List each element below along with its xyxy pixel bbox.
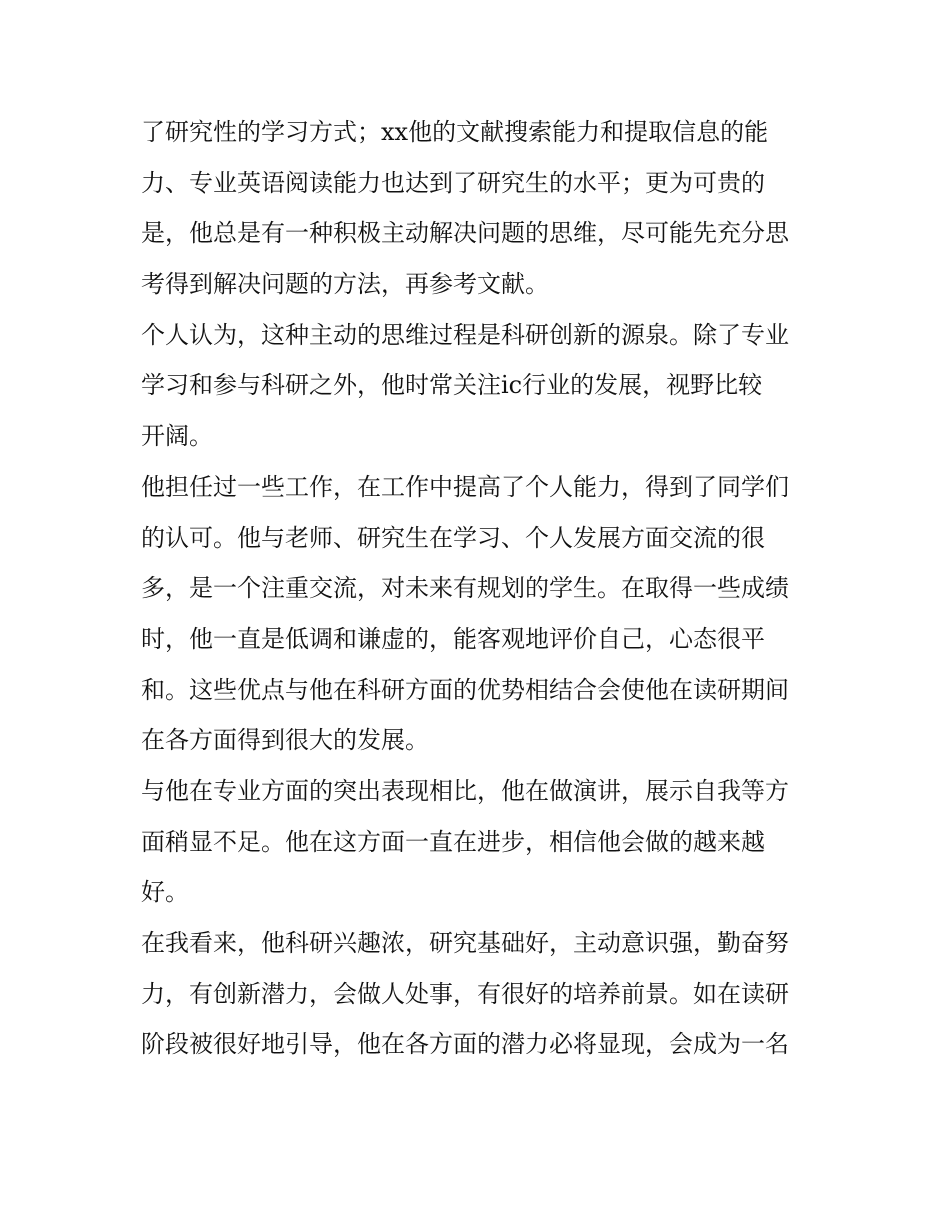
text-line: 力、专业英语阅读能力也达到了研究生的水平；更为可贵的 [141, 168, 765, 197]
text-line: 了研究性的学习方式；xx他的文献搜索能力和提取信息的能 [141, 118, 769, 146]
text-line: 阶段被很好地引导，他在各方面的潜力必将显现，会成为一名 [141, 1030, 789, 1059]
text-line: 和。这些优点与他在科研方面的优势相结合会使他在读研期间 [141, 675, 789, 704]
text-line: 个人认为，这种主动的思维过程是科研创新的源泉。除了专业 [141, 320, 789, 349]
text-line: 的认可。他与老师、研究生在学习、个人发展方面交流的很 [141, 523, 765, 552]
document-body [141, 107, 821, 1070]
text-line: 力，有创新潜力，会做人处事，有很好的培养前景。如在读研 [141, 979, 789, 1008]
text-line: 时，他一直是低调和谦虚的，能客观地评价自己，心态很平 [141, 624, 765, 653]
paragraph-1 [141, 107, 821, 310]
paragraph-5 [141, 918, 821, 1070]
paragraph-4 [141, 766, 821, 918]
text-line: 好。 [141, 878, 189, 907]
text-line: 多，是一个注重交流，对未来有规划的学生。在取得一些成绩 [141, 574, 789, 603]
text-line: 与他在专业方面的突出表现相比，他在做演讲，展示自我等方 [141, 776, 789, 805]
text-line: 在各方面得到很大的发展。 [141, 726, 429, 755]
paragraph-3 [141, 462, 821, 766]
text-line: 他担任过一些工作，在工作中提高了个人能力，得到了同学们 [141, 472, 789, 501]
text-line: 学习和参与科研之外，他时常关注ic行业的发展，视野比较 [141, 371, 763, 400]
paragraph-2 [141, 310, 821, 462]
text-line: 在我看来，他科研兴趣浓，研究基础好，主动意识强，勤奋努 [141, 929, 789, 957]
text-line: 考得到解决问题的方法，再参考文献。 [141, 270, 549, 299]
text-line: 是，他总是有一种积极主动解决问题的思维，尽可能先充分思 [141, 219, 789, 248]
text-line: 开阔。 [141, 422, 213, 451]
text-line: 面稍显不足。他在这方面一直在进步，相信他会做的越来越 [141, 827, 765, 856]
